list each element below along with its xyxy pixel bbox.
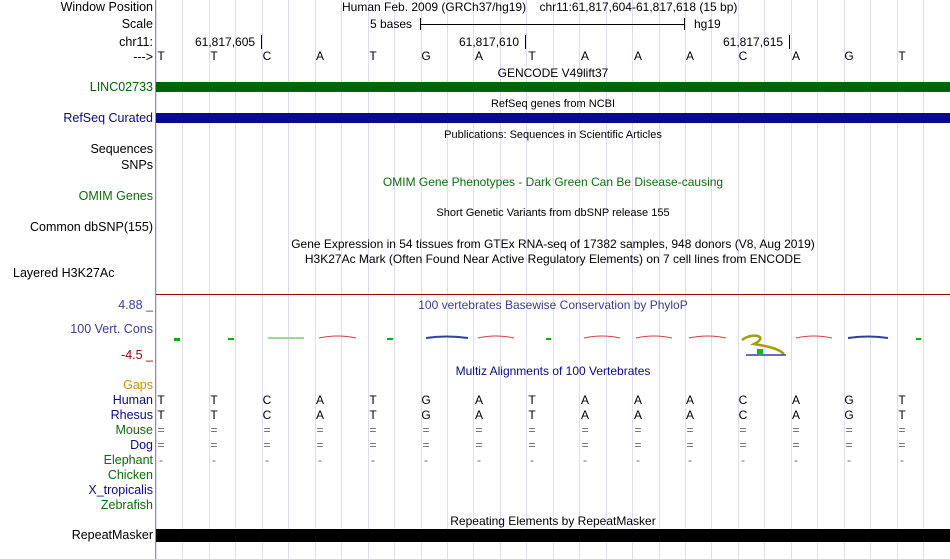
alignment-base: = (316, 438, 324, 452)
alignment-base: A (685, 408, 694, 422)
strand-label: ---> (133, 50, 153, 64)
phylop-label[interactable]: 100 Vert. Cons (70, 322, 153, 336)
alignment-base: = (845, 438, 853, 452)
alignment-base: - (477, 453, 481, 467)
scale-label: Scale (121, 17, 153, 31)
phylop-mark (426, 337, 468, 339)
alignment-base: A (315, 408, 324, 422)
phylop-mark (546, 338, 551, 340)
alignment-base: = (369, 438, 377, 452)
repeatmasker-track-title: Repeating Elements by RepeatMasker (450, 514, 656, 528)
phylop-track-title: 100 vertebrates Basewise Conservation by PhyloP (418, 298, 688, 312)
alignment-base: - (741, 453, 745, 467)
phylop-mark (848, 337, 888, 339)
alignment-base: = (581, 423, 589, 437)
alignment-base: = (528, 438, 536, 452)
assembly-title (342, 0, 737, 15)
species-label[interactable]: Chicken (107, 468, 153, 482)
coord-tick-label: 61,817,610 (459, 35, 520, 49)
phylop-mark (228, 338, 234, 340)
alignment-base: - (794, 453, 798, 467)
species-label[interactable]: Dog (130, 438, 153, 452)
coord-tick-label: 61,817,615 (723, 35, 784, 49)
base-letter: T (157, 49, 165, 63)
h3k27ac-baseline (156, 294, 950, 295)
phylop-ymax: 4.88 _ (118, 298, 153, 312)
base-letter: A (791, 49, 800, 63)
alignment-base: = (739, 438, 747, 452)
alignment-base: = (898, 438, 906, 452)
alignment-base: A (474, 393, 483, 407)
refseq-track-title: RefSeq genes from NCBI (490, 98, 616, 110)
chrom-label: chr11: (119, 35, 153, 49)
alignment-base: - (424, 453, 428, 467)
gencode-gene-label[interactable]: LINC02733 (89, 80, 153, 94)
alignment-base: - (900, 453, 904, 467)
alignment-base: - (371, 453, 375, 467)
phylop-mark (478, 336, 514, 338)
alignment-base: = (263, 423, 271, 437)
alignment-base: T (210, 408, 218, 422)
scale-bar (420, 24, 684, 25)
alignment-base: = (157, 423, 165, 437)
phylop-mark (636, 336, 672, 338)
base-letter: A (315, 49, 324, 63)
alignment-base: A (580, 408, 589, 422)
alignment-base: A (580, 393, 589, 407)
base-letter: T (369, 49, 377, 63)
phylop-mark (174, 338, 180, 341)
alignment-base: - (159, 453, 163, 467)
alignment-base: = (475, 438, 483, 452)
phylop-mark (319, 336, 356, 338)
alignment-base: T (528, 393, 536, 407)
species-label[interactable]: Zebrafish (100, 498, 153, 512)
alignment-base: A (315, 393, 324, 407)
alignment-base: = (898, 423, 906, 437)
species-label[interactable]: Human (112, 393, 153, 407)
alignment-base: - (265, 453, 269, 467)
alignment-base: = (634, 438, 642, 452)
alignment-base: A (791, 393, 800, 407)
alignment-base: - (847, 453, 851, 467)
phylop-mark (757, 349, 763, 354)
alignment-base: T (157, 393, 165, 407)
alignment-base: = (686, 423, 694, 437)
alignment-base: G (844, 393, 854, 407)
alignment-base: A (633, 408, 642, 422)
multiz-track-title: Multiz Alignments of 100 Vertebrates (455, 364, 651, 378)
dbsnp-label[interactable]: Common dbSNP(155) (30, 220, 153, 234)
alignment-base: = (686, 438, 694, 452)
coord-tick (261, 35, 262, 49)
alignment-base: = (581, 438, 589, 452)
alignment-base: = (263, 438, 271, 452)
repeatmasker-label[interactable]: RepeatMasker (71, 528, 153, 542)
alignment-base: = (792, 438, 800, 452)
alignment-base: T (369, 408, 377, 422)
publications-snps-label[interactable]: SNPs (121, 158, 153, 172)
multiz-gaps-label[interactable]: Gaps (123, 378, 153, 392)
base-letter: G (844, 49, 854, 63)
phylop-graph (156, 330, 950, 358)
alignment-base: = (210, 438, 218, 452)
species-label[interactable]: Rhesus (110, 408, 153, 422)
base-letter: T (210, 49, 218, 63)
base-letter: G (421, 49, 431, 63)
alignment-base: T (528, 408, 536, 422)
dbsnp-track-title: Short Genetic Variants from dbSNP release 155 (436, 207, 670, 219)
scale-bar-right-tick (684, 18, 685, 30)
alignment-base: = (739, 423, 747, 437)
base-letter: A (580, 49, 589, 63)
publications-track-title: Publications: Sequences in Scientific Articles (444, 129, 662, 141)
alignment-base: = (634, 423, 642, 437)
phylop-mark (916, 338, 921, 340)
base-letter: A (685, 49, 694, 63)
position-text: chr11:61,817,604-61,817,618 (15 bp) (539, 0, 738, 14)
coord-tick-label: 61,817,605 (195, 35, 256, 49)
alignment-base: G (421, 408, 431, 422)
h3k27ac-track-title: H3K27Ac Mark (Often Found Near Active Regulatory Elements) on 7 cell lines from ENCODE (304, 252, 802, 266)
alignment-base: - (212, 453, 216, 467)
alignment-base: = (528, 423, 536, 437)
alignment-base: G (421, 393, 431, 407)
phylop-mark (387, 338, 393, 340)
scale-text: 5 bases (370, 17, 413, 31)
base-letter: C (738, 49, 748, 63)
phylop-ymin: -4.5 _ (121, 348, 153, 362)
h3k27ac-label[interactable]: Layered H3K27Ac (13, 266, 115, 280)
base-letter: A (633, 49, 642, 63)
phylop-mark (689, 336, 726, 338)
scale-assembly: hg19 (694, 17, 721, 31)
alignment-base: - (318, 453, 322, 467)
alignment-base: A (685, 393, 694, 407)
alignment-base: = (845, 423, 853, 437)
alignment-base: T (898, 393, 906, 407)
alignment-base: = (422, 438, 430, 452)
phylop-mark (796, 336, 832, 338)
coord-tick (525, 35, 526, 49)
omim-label[interactable]: OMIM Genes (78, 189, 153, 203)
alignment-base: A (791, 408, 800, 422)
alignment-base: - (583, 453, 587, 467)
gtex-track-title: Gene Expression in 54 tissues from GTEx RNA-seq of 17382 samples, 948 donors (V8, Aug 2019) (291, 237, 815, 251)
alignment-base: - (636, 453, 640, 467)
gencode-gene-bar[interactable] (156, 82, 950, 92)
assembly-name: Human Feb. 2009 (GRCh37/hg19) (342, 0, 527, 14)
alignment-base: T (898, 408, 906, 422)
alignment-base: T (210, 393, 218, 407)
refseq-label[interactable]: RefSeq Curated (63, 111, 153, 125)
alignment-base: = (422, 423, 430, 437)
publications-sequences-label[interactable]: Sequences (90, 142, 153, 156)
alignment-base: C (262, 393, 272, 407)
repeatmasker-bar[interactable] (156, 529, 950, 542)
alignment-base: = (792, 423, 800, 437)
alignment-base: = (369, 423, 377, 437)
alignment-base: - (688, 453, 692, 467)
alignment-base: A (474, 408, 483, 422)
alignment-base: = (316, 423, 324, 437)
species-label[interactable]: Elephant (103, 453, 153, 467)
species-label[interactable]: Mouse (115, 423, 153, 437)
alignment-base: G (844, 408, 854, 422)
base-letter: A (474, 49, 483, 63)
phylop-mark (584, 336, 620, 338)
base-letter: T (898, 49, 906, 63)
base-letter: C (262, 49, 272, 63)
omim-track-title: OMIM Gene Phenotypes - Dark Green Can Be Disease-causing (382, 175, 724, 189)
species-label[interactable]: X_tropicalis (88, 483, 153, 497)
alignment-base: T (157, 408, 165, 422)
base-letter: T (528, 49, 536, 63)
alignment-base: = (475, 423, 483, 437)
refseq-gene-bar[interactable] (156, 113, 950, 123)
gencode-track-title: GENCODE V49lift37 (497, 66, 609, 80)
alignment-base: = (210, 423, 218, 437)
alignment-base: C (738, 408, 748, 422)
alignment-base: C (262, 408, 272, 422)
alignment-base: T (369, 393, 377, 407)
alignment-base: C (738, 393, 748, 407)
alignment-base: - (530, 453, 534, 467)
alignment-base: A (633, 393, 642, 407)
window-position-label: Window Position (60, 0, 153, 14)
alignment-base: = (157, 438, 165, 452)
coord-tick (789, 35, 790, 49)
